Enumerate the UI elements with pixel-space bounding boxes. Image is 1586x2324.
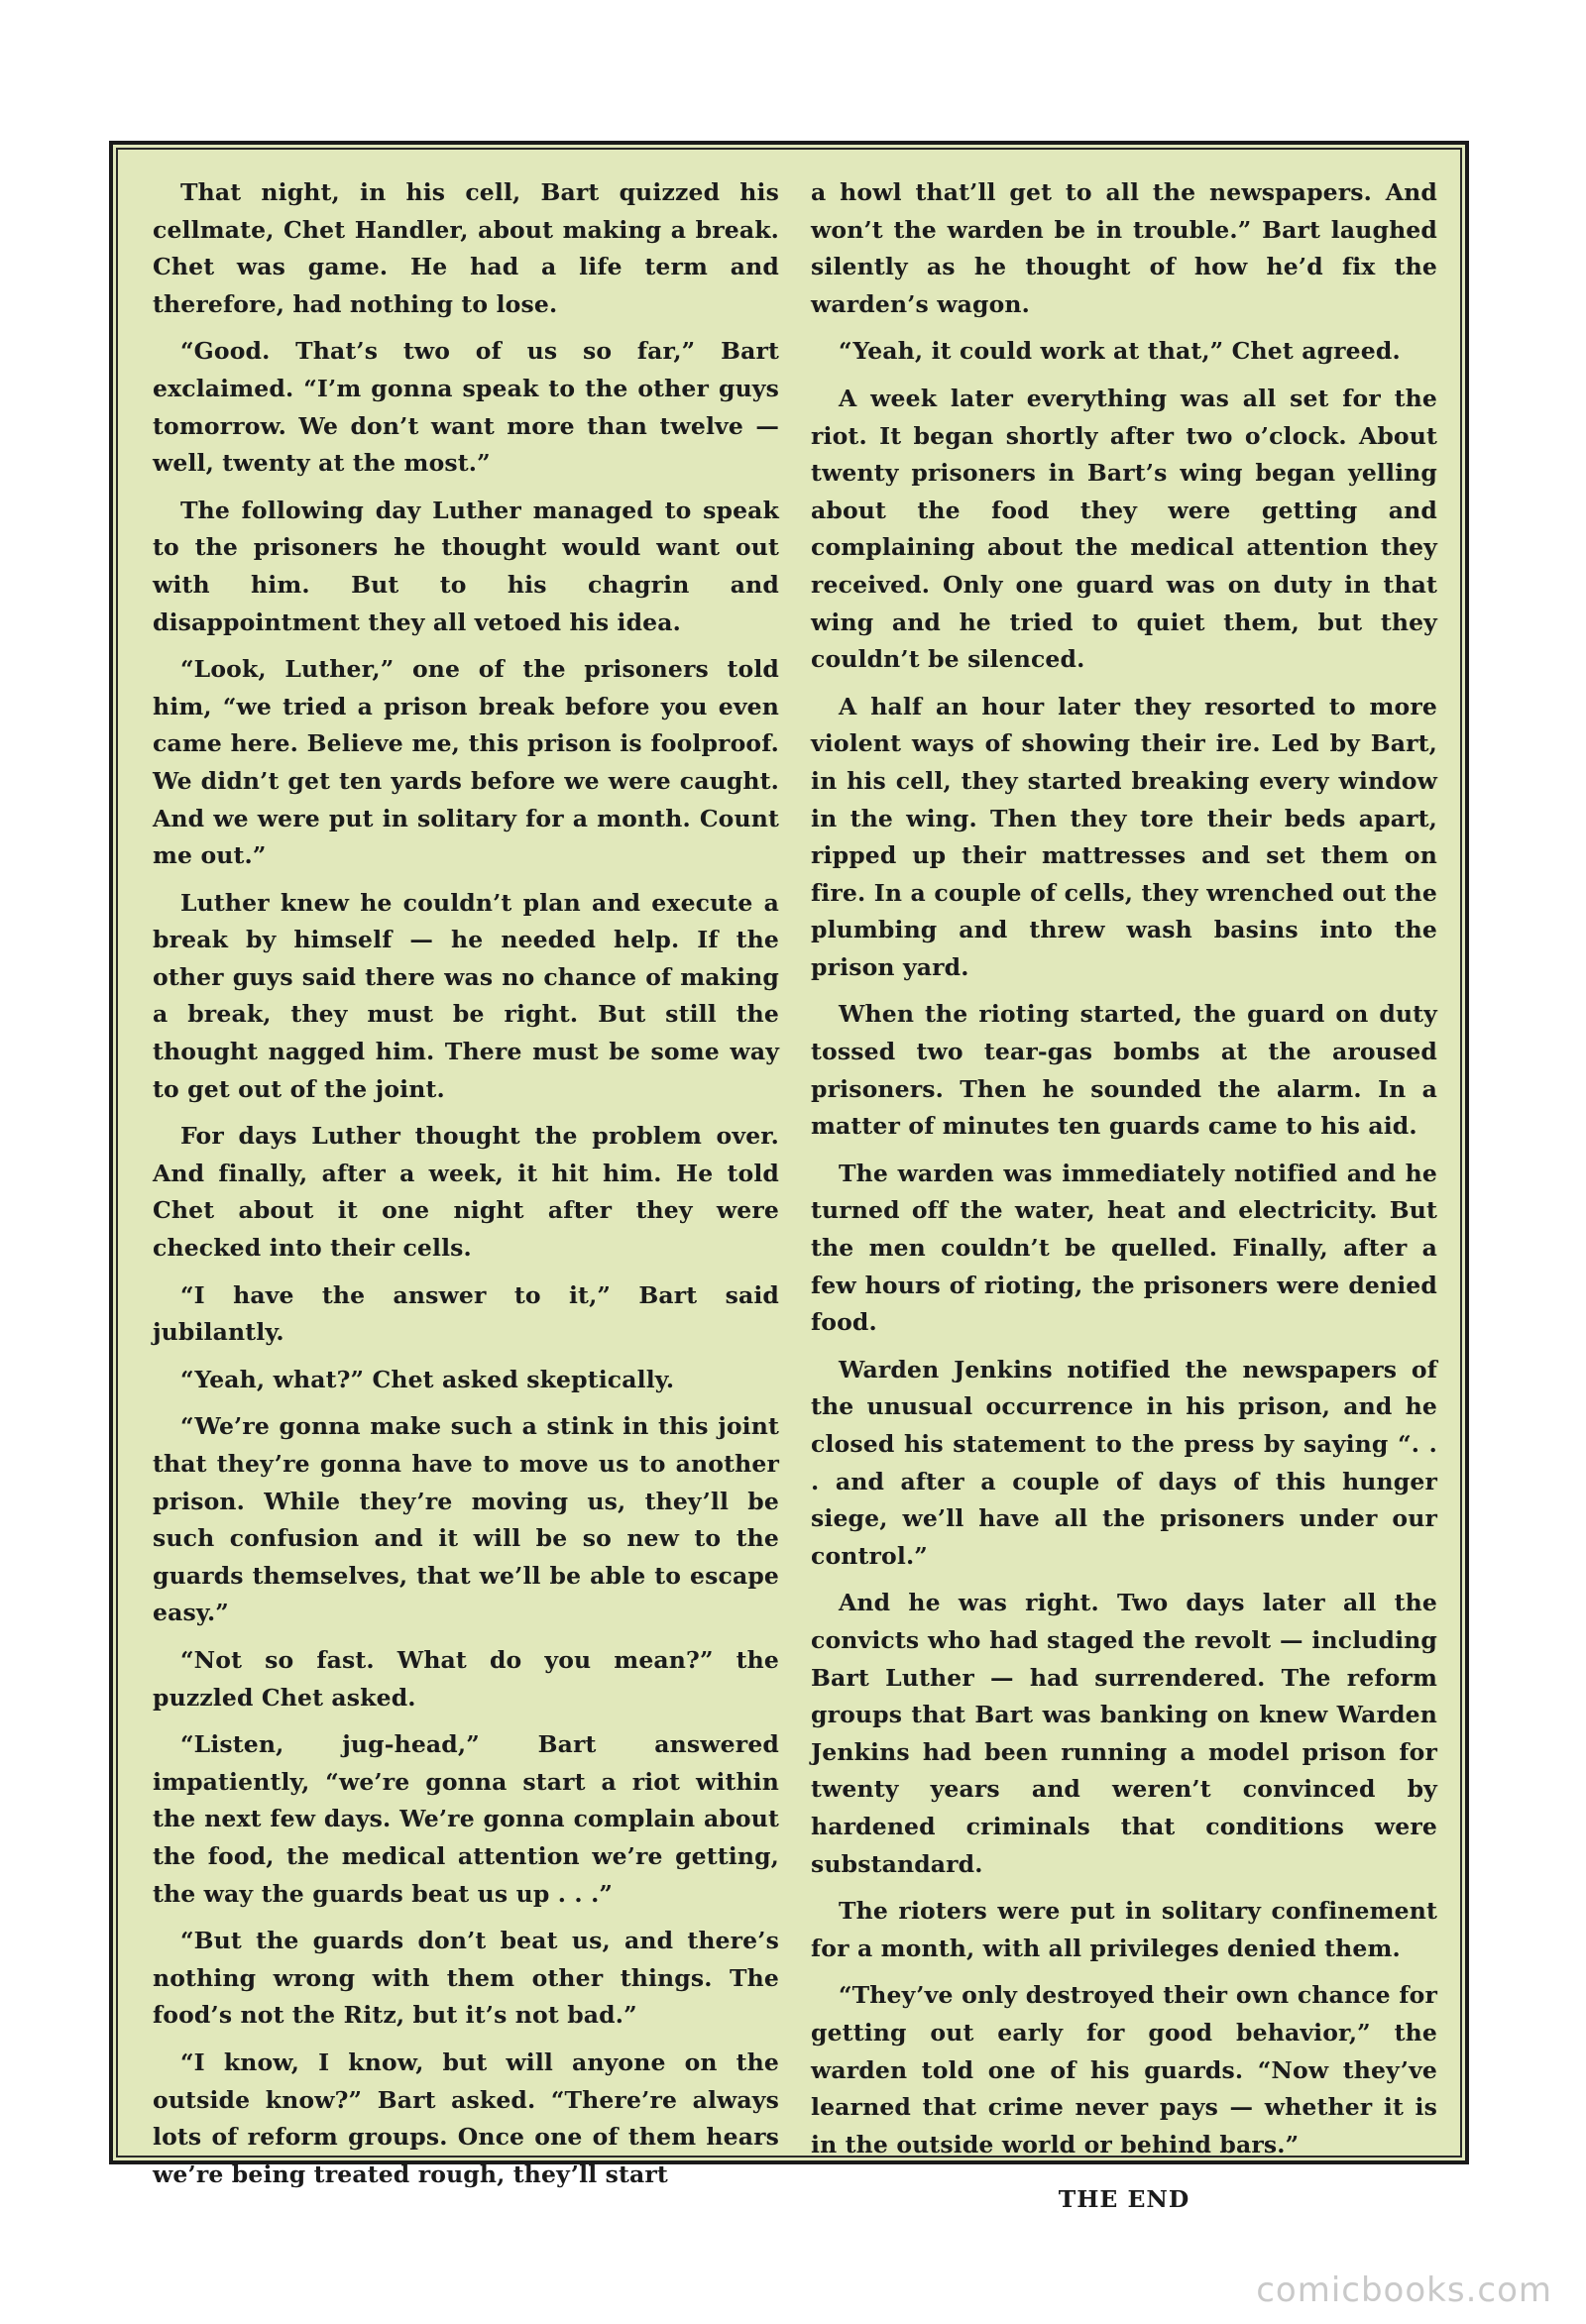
paragraph: For days Luther thought the problem over. And finally, after a week, it hit him. He told Chet about it one night after they were checked into their cells.: [153, 1122, 779, 1263]
paragraph: “Listen, jug-head,” Bart answered impatiently, “we’re gonna start a riot within the next few days. We’re gonna complain about the food, the medical attention we’re getting, the way the guards beat us up . . .”: [153, 1730, 779, 1908]
paragraph: “I have the answer to it,” Bart said jubilantly.: [153, 1280, 779, 1347]
paragraph: And he was right. Two days later all the convicts who had staged the revolt — including Bart Luther — had surrendered. The reform groups that Bart was banking on knew Warden Jenkins had been running a model prison for twenty years and weren’t convinced by hardened criminals that conditions were substandard.: [811, 1589, 1437, 1878]
paragraph: The warden was immediately notified and he turned off the water, heat and electricity. But the men couldn’t be quelled. Finally, after a few hours of rioting, the prisoners were denied food.: [811, 1159, 1437, 1337]
paragraph: “I know, I know, but will anyone on the outside know?” Bart asked. “There’re always lots of reform groups. Once one of them hears we’re being treated rough, they’ll start: [153, 2047, 779, 2188]
paragraph: “We’re gonna make such a stink in this joint that they’re gonna have to move us to another prison. While they’re moving us, they’ll be such confusion and it will be so new to the guards themselves, that we’ll be able to escape easy.”: [153, 1412, 779, 1627]
paragraph: The rioters were put in solitary confinement for a month, with all privileges denied them.: [811, 1897, 1437, 1962]
left-text-column: [153, 174, 779, 2203]
paragraph: “Look, Luther,” one of the prisoners told him, “we tried a prison break before you even came here. Believe me, this prison is foolproof. We didn’t get ten yards before we were caught. And we were put in solitary for a month. Count me out.”: [153, 655, 779, 870]
paragraph: A half an hour later they resorted to more violent ways of showing their ire. Led by Bart, in his cell, they started breaking every window in the wing. Then they tore their beds apart, ripped up their mattresses and set them on fire. In a couple of cells, they wrenched out the plumbing and threw wash basins into the prison yard.: [811, 692, 1437, 981]
paragraph: The following day Luther managed to speak to the prisoners he thought would want out with him. But to his chagrin and disappointment they all vetoed his idea.: [153, 496, 779, 636]
paragraph: Luther knew he couldn’t plan and execute a break by himself — he needed help. If the other guys said there was no chance of making a break, they must be right. But still the thought nagged him. There must be some way to get out of the joint.: [153, 888, 779, 1103]
paragraph: When the rioting started, the guard on duty tossed two tear-gas bombs at the aroused prisoners. Then he sounded the alarm. In a matter of minutes ten guards came to his aid.: [811, 1000, 1437, 1141]
the-end-label: THE END: [1058, 2185, 1190, 2214]
paragraph-continued: a howl that’ll get to all the newspapers. And won’t the warden be in trouble.” Bart laughed silently as he thought of how he’d fix the warden’s wagon.: [811, 178, 1437, 318]
paragraph: “Yeah, what?” Chet asked skeptically.: [180, 1365, 675, 1393]
story-text-panel: [109, 141, 1469, 2214]
site-watermark: comicbooks.com: [1256, 2270, 1552, 2310]
paragraph: “Good. That’s two of us so far,” Bart exclaimed. “I’m gonna speak to the other guys tomorrow. We don’t want more than twelve — well, twenty at the most.”: [153, 337, 779, 478]
paragraph: “But the guards don’t beat us, and there’s nothing wrong with them other things. The food’s not the Ritz, but it’s not bad.”: [153, 1927, 779, 2030]
paragraph: “They’ve only destroyed their own chance for getting out early for good behavior,” the warden told one of his guards. “Now they’ve learned that crime never pays — whether it is in the outside world or behind bars.”: [811, 1981, 1437, 2158]
paragraph: Warden Jenkins notified the newspapers of the unusual occurrence in his prison, and he closed his statement to the press by saying “. . . and after a couple of days of this hunger siege, we’ll have all the prisoners under our control.”: [811, 1355, 1437, 1570]
right-text-column: [811, 174, 1437, 2229]
paragraph: “Yeah, it could work at that,” Chet agreed.: [839, 337, 1401, 366]
paragraph: That night, in his cell, Bart quizzed his cellmate, Chet Handler, about making a break. Chet was game. He had a life term and therefore, had nothing to lose.: [153, 178, 779, 318]
paragraph: A week later everything was all set for the riot. It began shortly after two o’clock. About twenty prisoners in Bart’s wing began yelling about the food they were getting and complaining about the medical attention they received. Only one guard was on duty in that wing and he tried to quiet them, but they couldn’t be silenced.: [811, 384, 1437, 674]
paragraph: “Not so fast. What do you mean?” the puzzled Chet asked.: [153, 1645, 779, 1712]
